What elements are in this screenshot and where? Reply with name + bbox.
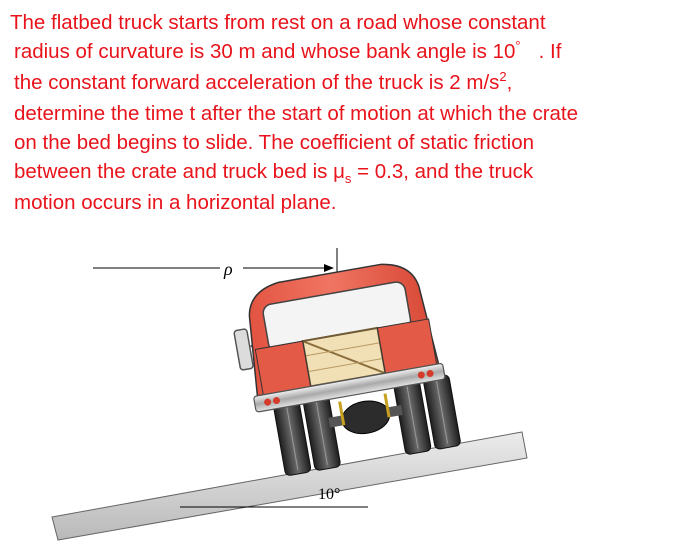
squared-superscript: 2 [499,69,507,84]
problem-line-5: on the bed begins to slide. The coefficient of static friction [14,131,535,154]
problem-line-3-text: the constant forward acceleration of the truck is 2 m/s [14,71,500,94]
degree-symbol: ° [515,38,521,53]
truck [227,256,461,481]
problem-line-3-end: , [506,71,513,94]
problem-line-6-end: = 0.3, and the truck [351,160,534,183]
problem-line-2-end: . If [538,40,562,63]
radius-label: ρ [224,259,233,279]
static-subscript: s [344,171,352,186]
problem-line-1: The flatbed truck starts from rest on a road whose constant [10,11,546,34]
problem-line-2-text: radius of curvature is 30 m and whose bank angle is 10 [14,40,516,63]
problem-line-7: motion occurs in a horizontal plane. [14,191,337,214]
problem-line-6-text: between the crate and truck bed is μ [14,160,345,183]
bank-angle-label: 10° [318,486,341,503]
problem-line-4: determine the time t after the start of motion at which the crate [14,102,579,125]
